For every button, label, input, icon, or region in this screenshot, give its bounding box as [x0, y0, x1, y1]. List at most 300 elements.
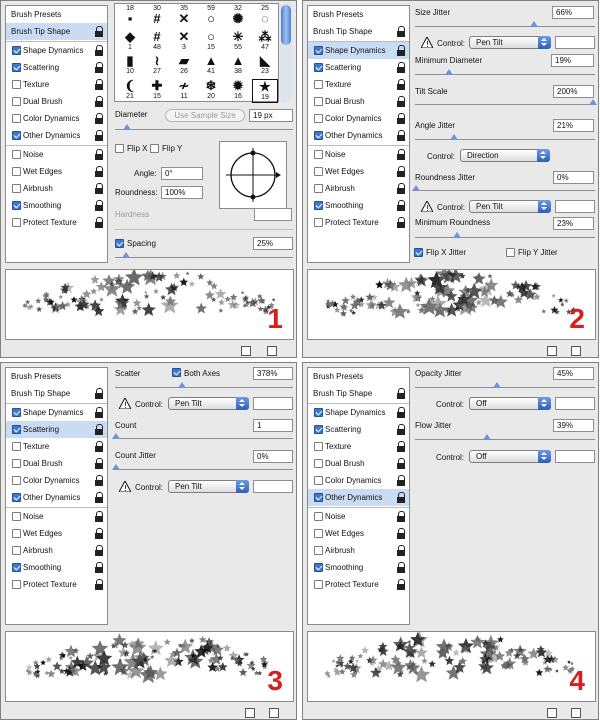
- flip-x-jitter-label: Flip X Jitter: [426, 248, 467, 257]
- option-checkbox[interactable]: [12, 184, 21, 193]
- brush-option-dual-brush[interactable]: [6, 93, 107, 110]
- option-label: Wet Edges: [23, 167, 62, 176]
- option-checkbox[interactable]: [314, 80, 323, 89]
- brush-option-texture[interactable]: [308, 438, 409, 455]
- brush-preset-cell[interactable]: [117, 30, 143, 54]
- brush-option-wet-edges[interactable]: [6, 525, 107, 542]
- option-checkbox[interactable]: [314, 131, 323, 140]
- brush-option-color-dynamics[interactable]: [6, 110, 107, 127]
- flow-jitter-field[interactable]: 39%: [553, 419, 594, 432]
- diameter-slider[interactable]: [115, 129, 293, 130]
- size-control-field[interactable]: [555, 36, 595, 49]
- brush-option-shape-dynamics[interactable]: [308, 42, 409, 59]
- roundness-jitter-label: Roundness Jitter: [415, 173, 476, 182]
- option-checkbox[interactable]: [314, 529, 323, 538]
- option-label: Smoothing: [23, 563, 62, 572]
- both-axes-checkbox[interactable]: [172, 368, 181, 377]
- brush-preset-cell[interactable]: [198, 79, 224, 103]
- option-label: Shape Dynamics: [23, 46, 84, 55]
- roundness-jitter-slider[interactable]: [415, 190, 595, 191]
- new-preset-icon[interactable]: [547, 708, 557, 718]
- min-diameter-field[interactable]: 19%: [551, 54, 594, 67]
- brush-option-airbrush[interactable]: [6, 180, 107, 197]
- brush-tip-icon: ✚: [151, 77, 163, 93]
- option-label: Wet Edges: [325, 529, 364, 538]
- flow-jitter-knob[interactable]: [483, 434, 491, 440]
- flow-control-field[interactable]: [555, 450, 595, 463]
- lock-icon[interactable]: [94, 579, 104, 590]
- lock-icon[interactable]: [94, 149, 104, 160]
- option-checkbox[interactable]: [12, 546, 21, 555]
- panel-brush-tip-shape: [0, 0, 297, 358]
- dropdown-arrow-icon[interactable]: [236, 480, 249, 493]
- brush-option-dual-brush[interactable]: [308, 455, 409, 472]
- brush-option-scattering[interactable]: [308, 59, 409, 76]
- tilt-scale-knob[interactable]: [589, 99, 597, 105]
- brush-option-color-dynamics[interactable]: [308, 472, 409, 489]
- option-checkbox[interactable]: [314, 184, 323, 193]
- brush-tip-icon: ✕: [178, 11, 190, 26]
- brush-option-shape-dynamics[interactable]: [6, 404, 107, 421]
- lock-icon[interactable]: [396, 407, 406, 418]
- lock-icon[interactable]: [396, 166, 406, 177]
- option-label: Brush Presets: [11, 10, 62, 19]
- brush-option-brush-presets[interactable]: [308, 368, 409, 385]
- brush-option-color-dynamics[interactable]: [308, 110, 409, 127]
- brush-options-list: [5, 5, 108, 263]
- new-preset-icon[interactable]: [241, 346, 251, 356]
- brush-option-brush-presets[interactable]: [308, 6, 409, 23]
- brush-preset-cell[interactable]: [144, 54, 170, 78]
- option-label: Dual Brush: [325, 459, 365, 468]
- brush-option-shape-dynamics[interactable]: [6, 42, 107, 59]
- lock-icon[interactable]: [396, 475, 406, 486]
- brush-option-wet-edges[interactable]: [308, 163, 409, 180]
- option-checkbox[interactable]: [12, 408, 21, 417]
- lock-icon[interactable]: [94, 475, 104, 486]
- option-checkbox[interactable]: [314, 459, 323, 468]
- count-jitter-field[interactable]: 0%: [253, 450, 293, 463]
- lock-icon[interactable]: [94, 441, 104, 452]
- option-checkbox[interactable]: [12, 218, 21, 227]
- brush-option-noise[interactable]: [308, 508, 409, 525]
- lock-icon[interactable]: [396, 130, 406, 141]
- hardness-field[interactable]: [254, 208, 292, 221]
- svg-text:!: !: [124, 484, 128, 492]
- scroll-thumb[interactable]: [281, 5, 291, 45]
- brush-preset-cell[interactable]: [252, 79, 278, 103]
- option-label: Airbrush: [23, 184, 53, 193]
- brush-option-brush-presets[interactable]: [6, 6, 107, 23]
- lock-icon[interactable]: [396, 45, 406, 56]
- lock-icon[interactable]: [396, 492, 406, 503]
- trash-icon[interactable]: [571, 708, 581, 718]
- brush-tip-icon: ○: [207, 11, 215, 26]
- flip-y-label: Flip Y: [162, 144, 183, 153]
- option-checkbox[interactable]: [12, 459, 21, 468]
- brush-option-shape-dynamics[interactable]: [308, 404, 409, 421]
- option-checkbox[interactable]: [314, 580, 323, 589]
- diameter-field[interactable]: 19 px: [249, 109, 293, 122]
- flip-y-jitter-checkbox[interactable]: [506, 248, 515, 257]
- brush-tip-icon: ▲: [231, 53, 245, 68]
- option-checkbox[interactable]: [12, 131, 21, 140]
- brush-preset-cell[interactable]: [225, 54, 251, 78]
- opacity-jitter-knob[interactable]: [493, 382, 501, 388]
- lock-icon[interactable]: [396, 149, 406, 160]
- brush-preset-cell[interactable]: [225, 79, 251, 103]
- lock-icon[interactable]: [94, 545, 104, 556]
- brush-preset-cell[interactable]: [252, 30, 278, 54]
- option-checkbox[interactable]: [12, 150, 21, 159]
- brush-option-smoothing[interactable]: [308, 559, 409, 576]
- brush-option-airbrush[interactable]: [6, 542, 107, 559]
- option-checkbox[interactable]: [12, 114, 21, 123]
- option-checkbox[interactable]: [12, 476, 21, 485]
- svg-text:!: !: [426, 40, 430, 48]
- option-checkbox[interactable]: [314, 476, 323, 485]
- brush-option-color-dynamics[interactable]: [6, 472, 107, 489]
- brush-preset-cell[interactable]: [198, 30, 224, 54]
- flow-jitter-slider[interactable]: [415, 439, 595, 440]
- lock-icon[interactable]: [396, 183, 406, 194]
- control-label: Control:: [436, 400, 465, 409]
- roundness-field[interactable]: 100%: [161, 186, 203, 199]
- brush-option-smoothing[interactable]: [6, 197, 107, 214]
- roundness-jitter-field[interactable]: 0%: [553, 171, 594, 184]
- option-checkbox[interactable]: [314, 201, 323, 210]
- scatter-control-field[interactable]: [253, 397, 293, 410]
- brush-preset-cell[interactable]: [117, 5, 143, 29]
- control-label: Control:: [436, 453, 465, 462]
- option-label: Other Dynamics: [23, 131, 81, 140]
- min-diameter-knob[interactable]: [445, 69, 453, 75]
- min-roundness-field[interactable]: 23%: [553, 217, 594, 230]
- step-number: 2: [569, 303, 585, 334]
- diameter-knob[interactable]: [123, 124, 131, 130]
- lock-icon[interactable]: [94, 217, 104, 228]
- option-checkbox[interactable]: [12, 97, 21, 106]
- lock-icon[interactable]: [396, 528, 406, 539]
- count-jitter-slider[interactable]: [115, 469, 293, 470]
- option-checkbox[interactable]: [12, 529, 21, 538]
- opacity-control-select[interactable]: Off: [469, 397, 551, 410]
- scatter-control-select[interactable]: Pen Tilt: [168, 397, 249, 410]
- brush-preset-cell[interactable]: [117, 79, 143, 103]
- warning-icon: [119, 398, 131, 409]
- brush-option-scattering[interactable]: [308, 421, 409, 438]
- brush-option-texture[interactable]: [6, 76, 107, 93]
- brush-preset-cell[interactable]: [144, 79, 170, 103]
- option-checkbox[interactable]: [314, 114, 323, 123]
- option-checkbox[interactable]: [12, 80, 21, 89]
- flip-x-checkbox[interactable]: [115, 144, 124, 153]
- brush-preset-cell[interactable]: [171, 30, 197, 54]
- brush-tip-icon: #: [153, 11, 161, 26]
- lock-icon[interactable]: [396, 79, 406, 90]
- lock-icon[interactable]: [94, 79, 104, 90]
- flip-y-checkbox[interactable]: [150, 144, 159, 153]
- option-checkbox[interactable]: [12, 442, 21, 451]
- lock-icon[interactable]: [396, 62, 406, 73]
- min-diameter-label: Minimum Diameter: [415, 56, 483, 65]
- size-jitter-slider[interactable]: [415, 26, 595, 27]
- brush-stroke-preview-icon: [308, 632, 595, 701]
- option-checkbox[interactable]: [314, 46, 323, 55]
- brush-size-label: 47: [261, 43, 269, 51]
- brush-size-label: 30: [153, 5, 161, 12]
- brush-option-other-dynamics[interactable]: [6, 489, 107, 506]
- panel-scattering: [0, 362, 297, 720]
- count-control-field[interactable]: [253, 480, 293, 493]
- spacing-knob[interactable]: [122, 252, 130, 258]
- option-label: Noise: [23, 512, 44, 521]
- lock-icon[interactable]: [396, 96, 406, 107]
- brush-option-other-dynamics[interactable]: [308, 489, 409, 506]
- option-checkbox[interactable]: [12, 63, 21, 72]
- angle-jitter-field[interactable]: 21%: [553, 119, 594, 132]
- option-checkbox[interactable]: [12, 512, 21, 521]
- roundness-control-field[interactable]: [555, 200, 595, 213]
- lock-icon[interactable]: [396, 579, 406, 590]
- dropdown-arrow-icon[interactable]: [538, 450, 551, 463]
- spacing-checkbox[interactable]: [115, 239, 124, 248]
- lock-icon[interactable]: [94, 45, 104, 56]
- brush-option-other-dynamics[interactable]: [6, 127, 107, 144]
- brush-size-label: 48: [153, 43, 161, 51]
- lock-icon[interactable]: [396, 441, 406, 452]
- brush-option-brush-tip-shape[interactable]: [308, 23, 409, 40]
- lock-icon[interactable]: [396, 113, 406, 124]
- lock-icon[interactable]: [94, 492, 104, 503]
- brush-preset-cell[interactable]: [144, 30, 170, 54]
- scatter-slider[interactable]: [115, 387, 293, 388]
- lock-icon[interactable]: [396, 217, 406, 228]
- dropdown-arrow-icon[interactable]: [538, 397, 551, 410]
- size-jitter-field[interactable]: 66%: [552, 6, 594, 19]
- angle-jitter-knob[interactable]: [450, 134, 458, 140]
- brush-option-airbrush[interactable]: [308, 542, 409, 559]
- brush-tip-icon: ≀: [154, 53, 160, 68]
- brush-options-list: [307, 367, 410, 625]
- brush-preset-cell[interactable]: [252, 5, 278, 29]
- brush-option-noise[interactable]: [6, 508, 107, 525]
- count-jitter-label: Count Jitter: [115, 451, 156, 460]
- min-roundness-knob[interactable]: [453, 232, 461, 238]
- option-checkbox[interactable]: [12, 201, 21, 210]
- lock-icon[interactable]: [396, 200, 406, 211]
- count-knob[interactable]: [112, 433, 120, 439]
- brush-option-airbrush[interactable]: [308, 180, 409, 197]
- dropdown-arrow-icon[interactable]: [236, 397, 249, 410]
- min-diameter-slider[interactable]: [415, 74, 595, 75]
- scatter-field[interactable]: 378%: [253, 367, 293, 380]
- lock-icon[interactable]: [94, 388, 104, 399]
- brush-option-protect-texture[interactable]: [6, 576, 107, 593]
- option-checkbox[interactable]: [314, 425, 323, 434]
- brush-preset-cell[interactable]: [171, 54, 197, 78]
- count-jitter-knob[interactable]: [112, 464, 120, 470]
- min-roundness-slider[interactable]: [415, 237, 595, 238]
- lock-icon[interactable]: [94, 200, 104, 211]
- tilt-scale-field[interactable]: 200%: [553, 85, 594, 98]
- option-checkbox[interactable]: [12, 167, 21, 176]
- brush-tip-icon: ◣: [260, 53, 270, 68]
- lock-icon[interactable]: [94, 511, 104, 522]
- lock-icon[interactable]: [396, 511, 406, 522]
- opacity-jitter-field[interactable]: 45%: [553, 367, 594, 380]
- brush-option-brush-tip-shape[interactable]: [6, 385, 107, 402]
- lock-icon[interactable]: [94, 26, 104, 37]
- dropdown-arrow-icon[interactable]: [537, 149, 550, 162]
- lock-icon[interactable]: [396, 26, 406, 37]
- dropdown-arrow-icon[interactable]: [538, 36, 551, 49]
- brush-preset-cell[interactable]: [225, 30, 251, 54]
- brush-preset-grid[interactable]: [114, 3, 279, 102]
- option-label: Texture: [325, 442, 352, 451]
- option-checkbox[interactable]: [314, 218, 323, 227]
- brush-option-scattering[interactable]: [6, 421, 107, 438]
- brush-preset-cell[interactable]: [117, 54, 143, 78]
- option-checkbox[interactable]: [12, 493, 21, 502]
- lock-icon[interactable]: [94, 528, 104, 539]
- brush-preset-cell[interactable]: [171, 79, 197, 103]
- brush-preset-cell[interactable]: [198, 54, 224, 78]
- count-label: Count: [115, 421, 137, 430]
- brush-option-noise[interactable]: [308, 146, 409, 163]
- size-jitter-knob[interactable]: [530, 21, 538, 27]
- brush-option-dual-brush[interactable]: [6, 455, 107, 472]
- lock-icon[interactable]: [94, 96, 104, 107]
- size-jitter-label: Size Jitter: [415, 8, 451, 17]
- tilt-scale-slider[interactable]: [415, 104, 595, 105]
- lock-icon[interactable]: [94, 424, 104, 435]
- brush-preset-cell[interactable]: [144, 5, 170, 29]
- brush-option-brush-tip-shape[interactable]: [308, 385, 409, 402]
- brush-option-smoothing[interactable]: [6, 559, 107, 576]
- step-number: 3: [267, 665, 283, 696]
- brush-option-other-dynamics[interactable]: [308, 127, 409, 144]
- new-preset-icon[interactable]: [547, 346, 557, 356]
- trash-icon[interactable]: [267, 346, 277, 356]
- option-checkbox[interactable]: [314, 442, 323, 451]
- option-label: Dual Brush: [325, 97, 365, 106]
- option-checkbox[interactable]: [12, 580, 21, 589]
- brush-tip-icon: ▪: [127, 11, 133, 26]
- count-control-select[interactable]: Pen Tilt: [168, 480, 249, 493]
- spacing-field[interactable]: 25%: [253, 237, 293, 250]
- scatter-knob[interactable]: [178, 382, 186, 388]
- lock-icon[interactable]: [94, 407, 104, 418]
- brush-preset-cell[interactable]: [171, 5, 197, 29]
- flow-control-select[interactable]: Off: [469, 450, 551, 463]
- lock-icon[interactable]: [94, 130, 104, 141]
- brush-size-label: 32: [234, 5, 242, 12]
- size-control-select[interactable]: Pen Tilt: [469, 36, 551, 49]
- lock-icon[interactable]: [94, 62, 104, 73]
- warning-icon: [421, 37, 433, 48]
- lock-icon[interactable]: [396, 388, 406, 399]
- option-checkbox[interactable]: [314, 408, 323, 417]
- brush-option-protect-texture[interactable]: [308, 214, 409, 231]
- lock-icon[interactable]: [94, 113, 104, 124]
- option-checkbox[interactable]: [314, 546, 323, 555]
- brush-option-brush-tip-shape[interactable]: [6, 23, 107, 40]
- brush-preset-cell[interactable]: [198, 5, 224, 29]
- brush-option-wet-edges[interactable]: [308, 525, 409, 542]
- lock-icon[interactable]: [396, 424, 406, 435]
- option-checkbox[interactable]: [314, 150, 323, 159]
- trash-icon[interactable]: [269, 708, 279, 718]
- trash-icon[interactable]: [571, 346, 581, 356]
- option-label: Brush Tip Shape: [11, 389, 71, 398]
- brush-size-label: 41: [207, 68, 215, 75]
- spacing-slider[interactable]: [115, 257, 293, 258]
- lock-icon[interactable]: [94, 166, 104, 177]
- option-checkbox[interactable]: [314, 167, 323, 176]
- brush-option-scattering[interactable]: [6, 59, 107, 76]
- option-checkbox[interactable]: [314, 493, 323, 502]
- option-checkbox[interactable]: [12, 425, 21, 434]
- lock-icon[interactable]: [396, 458, 406, 469]
- brush-option-texture[interactable]: [308, 76, 409, 93]
- opacity-control-field[interactable]: [555, 397, 595, 410]
- brush-option-smoothing[interactable]: [308, 197, 409, 214]
- dropdown-arrow-icon[interactable]: [538, 200, 551, 213]
- control-label: Control:: [135, 400, 164, 409]
- angle-field[interactable]: 0°: [161, 167, 203, 180]
- option-checkbox[interactable]: [12, 563, 21, 572]
- brush-tip-icon: ✹: [232, 77, 244, 93]
- brush-option-noise[interactable]: [6, 146, 107, 163]
- lock-icon[interactable]: [94, 458, 104, 469]
- brush-option-protect-texture[interactable]: [6, 214, 107, 231]
- option-checkbox[interactable]: [314, 563, 323, 572]
- preset-scrollbar[interactable]: [280, 3, 292, 103]
- lock-icon[interactable]: [94, 562, 104, 573]
- brush-option-dual-brush[interactable]: [308, 93, 409, 110]
- brush-preset-cell[interactable]: [225, 5, 251, 29]
- count-field[interactable]: 1: [253, 419, 293, 432]
- brush-tip-icon: ▰: [179, 53, 189, 68]
- brush-option-texture[interactable]: [6, 438, 107, 455]
- brush-option-wet-edges[interactable]: [6, 163, 107, 180]
- new-preset-icon[interactable]: [245, 708, 255, 718]
- angle-control-select[interactable]: Direction: [460, 149, 550, 162]
- option-checkbox[interactable]: [314, 63, 323, 72]
- lock-icon[interactable]: [396, 545, 406, 556]
- count-slider[interactable]: [115, 438, 293, 439]
- option-checkbox[interactable]: [12, 46, 21, 55]
- brush-size-label: 10: [126, 68, 134, 75]
- roundness-control-select[interactable]: Pen Tilt: [469, 200, 551, 213]
- use-sample-size-button[interactable]: Use Sample Size: [165, 109, 245, 122]
- option-checkbox[interactable]: [314, 97, 323, 106]
- angle-jitter-slider[interactable]: [415, 139, 595, 140]
- lock-icon[interactable]: [396, 562, 406, 573]
- brush-option-brush-presets[interactable]: [6, 368, 107, 385]
- option-label: Wet Edges: [23, 529, 62, 538]
- brush-preset-cell[interactable]: [252, 54, 278, 78]
- roundness-jitter-knob[interactable]: [412, 185, 420, 191]
- angle-roundness-widget[interactable]: [219, 141, 287, 209]
- brush-tip-icon: ⁂: [258, 28, 272, 44]
- opacity-jitter-slider[interactable]: [415, 387, 595, 388]
- brush-option-protect-texture[interactable]: [308, 576, 409, 593]
- lock-icon[interactable]: [94, 183, 104, 194]
- flip-x-jitter-checkbox[interactable]: [414, 248, 423, 257]
- option-checkbox[interactable]: [314, 512, 323, 521]
